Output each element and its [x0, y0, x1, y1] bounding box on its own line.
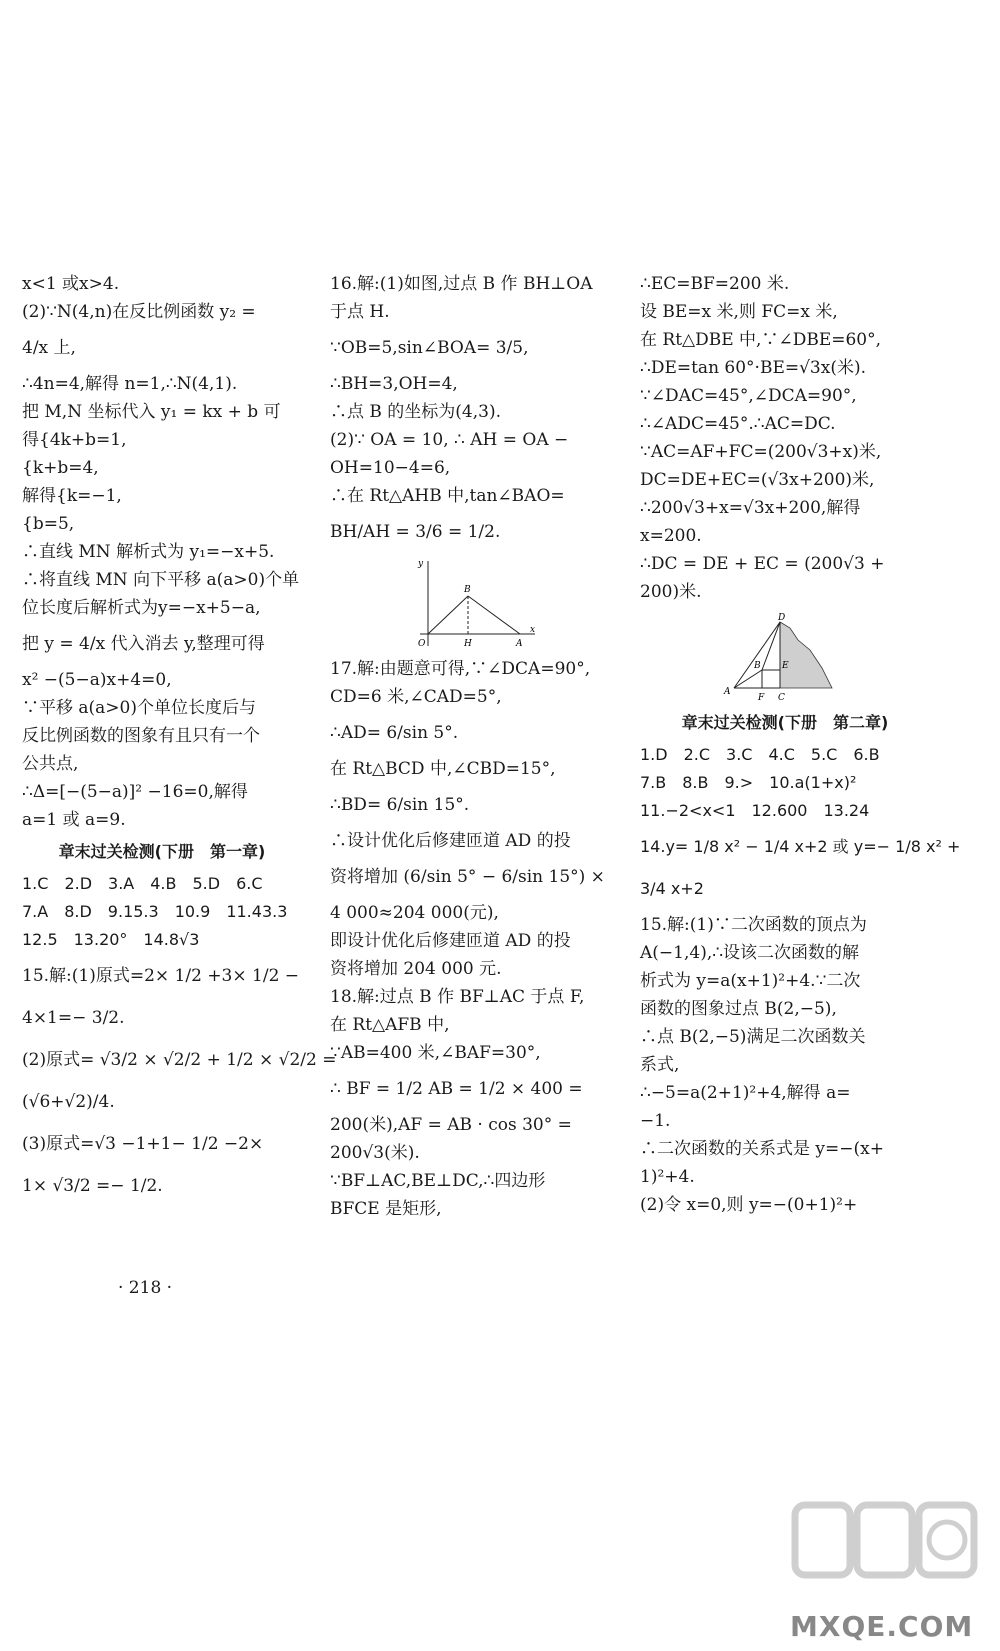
text-line: 200√3(米). [330, 1143, 420, 1163]
text-line: ∴点 B(2,−5)满足二次函数关 [640, 1027, 866, 1047]
text-line: x=200. [640, 526, 702, 546]
mountain-figure [720, 610, 850, 705]
text-line: ∵AB=400 米,∠BAF=30°, [330, 1043, 541, 1063]
section-heading: 章末过关检测(下册 第二章) [681, 713, 889, 732]
text-line: DC=DE+EC=(√3x+200)米, [640, 470, 875, 490]
text-line: a=1 或 a=9. [22, 810, 126, 830]
answer-row: 7.B 8.B 9.> 10.a(1+x)² [640, 773, 857, 792]
text-line: ∴点 B 的坐标为(4,3). [330, 402, 502, 422]
point-label-e: E [782, 661, 789, 671]
text-line: 200)米. [640, 582, 702, 602]
answer-row: 12.5 13.20° 14.8√3 [22, 930, 200, 949]
text-line: ∵AC=AF+FC=(200√3+x)米, [640, 442, 882, 462]
text-line: 15.解:(1)∵二次函数的顶点为 [640, 915, 867, 935]
text-line: 函数的图象过点 B(2,−5), [640, 999, 837, 1019]
text-line: 公共点, [22, 754, 79, 774]
text-line: x² −(5−a)x+4=0, [22, 670, 172, 690]
text-line: 4/x 上, [22, 338, 76, 358]
text-line: (√6+√2)/4. [22, 1092, 115, 1112]
text-line: 析式为 y=a(x+1)²+4.∵二次 [640, 971, 861, 991]
equation-system: {b=5, [22, 514, 75, 534]
text-line: 4×1=− 3/2. [22, 1008, 125, 1028]
text-line: ∵BF⊥AC,BE⊥DC,∴四边形 [330, 1171, 546, 1191]
answer-row: 1.C 2.D 3.A 4.B 5.D 6.C [22, 874, 263, 893]
text-line: (2)∵N(4,n)在反比例函数 y₂ = [22, 302, 256, 322]
axis-label-y: y [418, 559, 424, 569]
text-line: 反比例函数的图象有且只有一个 [22, 726, 260, 746]
text-line: (3)原式=√3 −1+1− 1/2 −2× [22, 1134, 264, 1154]
text-line: ∴DC = DE + EC = (200√3 + [640, 554, 885, 574]
text-line: 资将增加 (6/sin 5° − 6/sin 15°) × [330, 867, 605, 887]
text-line: ∴Δ=[−(5−a)]² −16=0,解得 [22, 782, 248, 802]
text-line: ∴200√3+x=√3x+200,解得 [640, 498, 861, 518]
answer-row: 1.D 2.C 3.C 4.C 5.C 6.B [640, 745, 880, 764]
equation-system: {k+b=4, [22, 458, 99, 478]
text-line: ∵平移 a(a>0)个单位长度后与 [22, 698, 256, 718]
point-label-h: H [464, 639, 472, 649]
text-line: 4 000≈204 000(元), [330, 903, 499, 923]
text-line: 系式, [640, 1055, 680, 1075]
text-line: 资将增加 204 000 元. [330, 959, 502, 979]
text-line: BFCE 是矩形, [330, 1199, 442, 1219]
axis-label-x: x [530, 625, 536, 635]
point-label-o: O [418, 639, 426, 649]
text-line: 15.解:(1)原式=2× 1/2 +3× 1/2 − [22, 966, 300, 986]
text-line: 200(米),AF = AB · cos 30° = [330, 1115, 572, 1135]
text-line: 1)²+4. [640, 1167, 695, 1187]
text-line: 设 BE=x 米,则 FC=x 米, [640, 302, 838, 322]
text-line: 把 y = 4/x 代入消去 y,整理可得 [22, 634, 265, 654]
answer-row: 11.−2<x<1 12.600 13.24 [640, 801, 870, 820]
text-line: 在 Rt△DBE 中,∵∠DBE=60°, [640, 330, 882, 350]
column-middle [330, 270, 620, 1223]
text-line: 于点 H. [330, 302, 390, 322]
text-line: 在 Rt△AFB 中, [330, 1015, 450, 1035]
equation-system: 解得{k=−1, [22, 486, 122, 506]
text-line: ∴设计优化后修建匝道 AD 的投 [330, 831, 571, 851]
page-number: · 218 · [118, 1278, 173, 1298]
answer-row: 7.A 8.D 9.15.3 10.9 11.43.3 [22, 902, 288, 921]
text-line: (2)令 x=0,则 y=−(0+1)²+ [640, 1195, 858, 1215]
answer-row: 3/4 x+2 [640, 879, 704, 898]
text-line: CD=6 米,∠CAD=5°, [330, 687, 502, 707]
text-line: ∴DE=tan 60°·BE=√3x(米). [640, 358, 867, 378]
text-line: ∴BH=3,OH=4, [330, 374, 458, 394]
answer-row: 14.y= 1/8 x² − 1/4 x+2 或 y=− 1/8 x² + [640, 837, 961, 856]
text-line: ∵OB=5,sin∠BOA= 3/5, [330, 338, 529, 358]
text-line: −1. [640, 1111, 671, 1131]
point-label-a: A [724, 687, 731, 697]
point-label-d: D [778, 613, 786, 623]
section-heading: 章末过关检测(下册 第一章) [58, 842, 266, 861]
text-line: ∴−5=a(2+1)²+4,解得 a= [640, 1083, 851, 1103]
text-line: ∴ BF = 1/2 AB = 1/2 × 400 = [330, 1079, 583, 1099]
text-line: x<1 或x>4. [22, 274, 120, 294]
text-line: ∴AD= 6/sin 5°. [330, 723, 459, 743]
text-line: ∴BD= 6/sin 15°. [330, 795, 470, 815]
point-label-a: A [516, 639, 523, 649]
text-line: ∴将直线 MN 向下平移 a(a>0)个单 [22, 570, 300, 590]
text-line: ∴在 Rt△AHB 中,tan∠BAO= [330, 486, 565, 506]
point-label-f: F [758, 693, 765, 703]
column-right [640, 270, 961, 1219]
text-line: 即设计优化后修建匝道 AD 的投 [330, 931, 571, 951]
text-line: 位长度后解析式为y=−x+5−a, [22, 598, 261, 618]
text-line: 把 M,N 坐标代入 y₁ = kx + b 可 [22, 402, 281, 422]
text-line: 17.解:由题意可得,∵∠DCA=90°, [330, 659, 591, 679]
equation-system: 得{4k+b=1, [22, 430, 127, 450]
text-line: 16.解:(1)如图,过点 B 作 BH⊥OA [330, 274, 593, 294]
text-line: (2)∵ OA = 10, ∴ AH = OA − [330, 430, 569, 450]
text-line: 在 Rt△BCD 中,∠CBD=15°, [330, 759, 556, 779]
text-line: ∴二次函数的关系式是 y=−(x+ [640, 1139, 884, 1159]
text-line: ∵∠DAC=45°,∠DCA=90°, [640, 386, 857, 406]
text-line: A(−1,4),∴设该二次函数的解 [640, 943, 860, 963]
text-line: 1× √3/2 =− 1/2. [22, 1176, 163, 1196]
point-label-b: B [754, 661, 761, 671]
coordinate-figure [410, 556, 540, 651]
point-label-b: B [464, 585, 471, 595]
column-left [22, 270, 337, 1208]
text-line: ∴EC=BF=200 米. [640, 274, 790, 294]
point-label-c: C [778, 693, 785, 703]
text-line: 18.解:过点 B 作 BF⊥AC 于点 F, [330, 987, 585, 1007]
text-line: ∴4n=4,解得 n=1,∴N(4,1). [22, 374, 238, 394]
text-line: ∴直线 MN 解析式为 y₁=−x+5. [22, 542, 275, 562]
text-line: BH/AH = 3/6 = 1/2. [330, 522, 501, 542]
text-line: OH=10−4=6, [330, 458, 451, 478]
text-line: ∴∠ADC=45°.∴AC=DC. [640, 414, 836, 434]
text-line: (2)原式= √3/2 × √2/2 + 1/2 × √2/2 = [22, 1050, 337, 1070]
watermark-text: MXQE.COM [790, 1610, 974, 1643]
